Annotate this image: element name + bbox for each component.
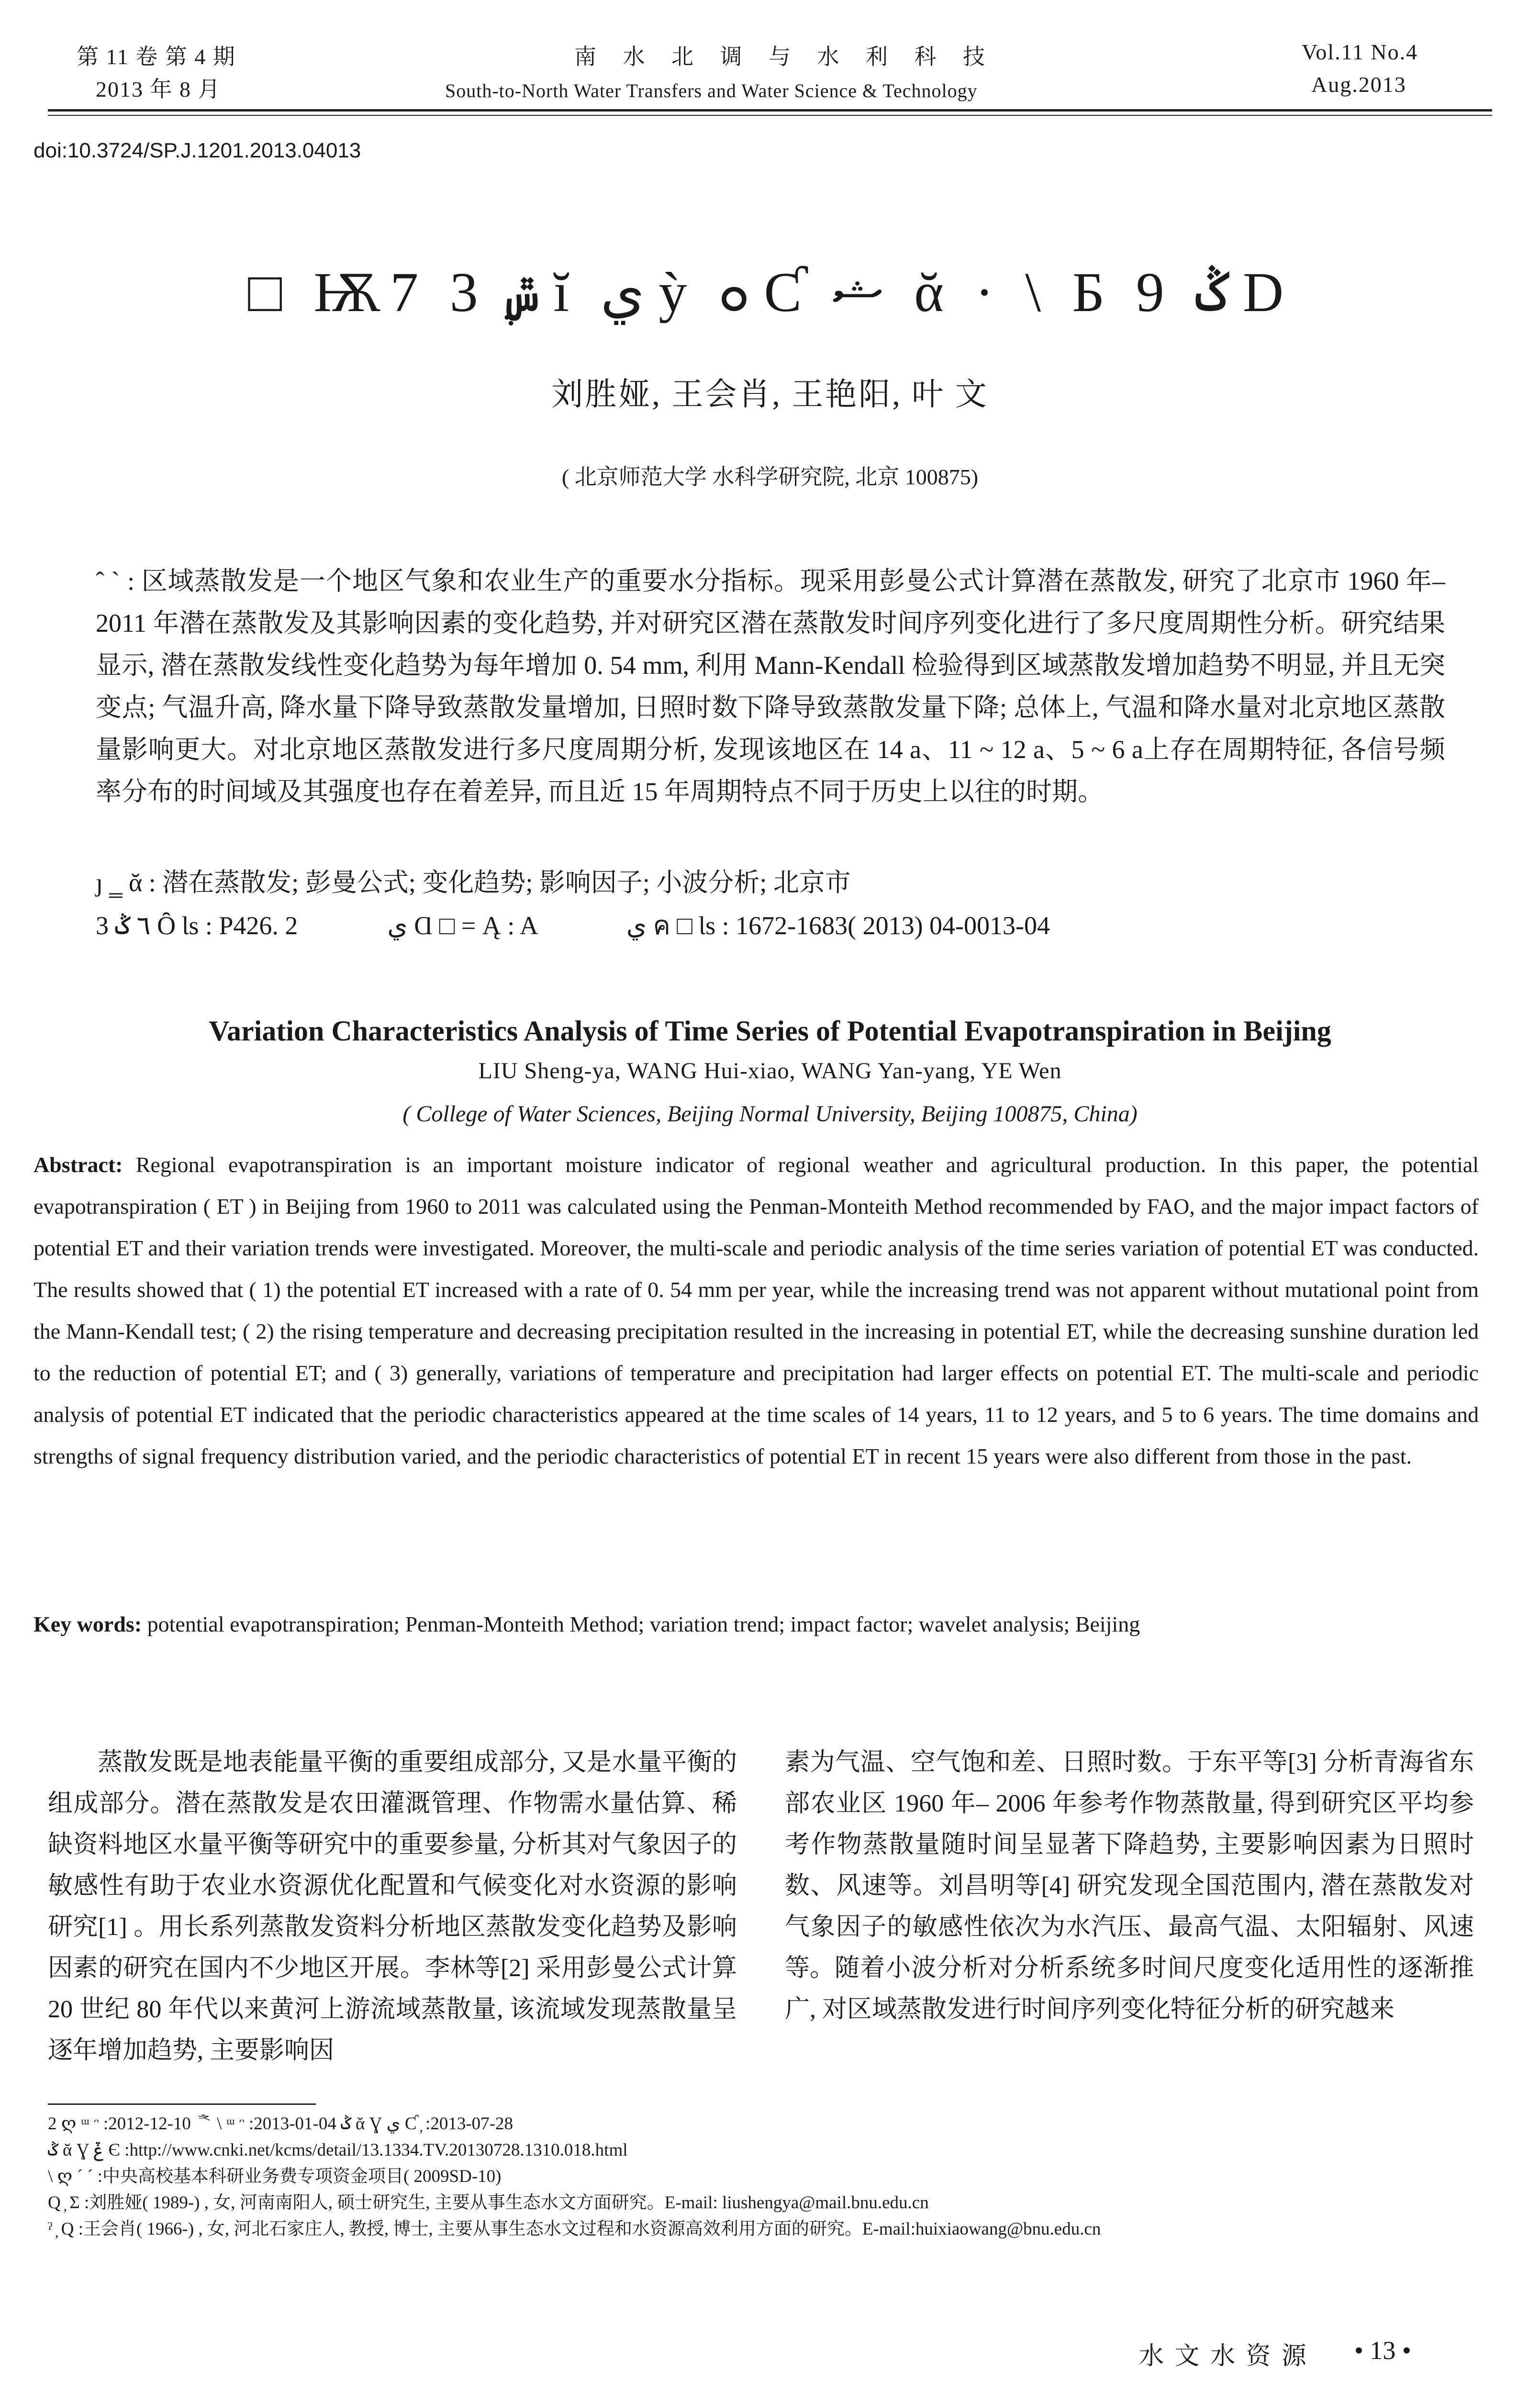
keywords-zh-text: 潜在蒸散发; 彭曼公式; 变化趋势; 影响因子; 小波分析; 北京市 <box>162 868 851 897</box>
header-volume-issue: 第 11 卷 第 4 期 <box>77 45 236 69</box>
keywords-zh <box>96 861 1445 904</box>
title-en: Variation Characteristics Analysis of Time Series of Potential Evapotranspiration in Beijing <box>209 1015 1331 1047</box>
header-volume-issue-en: Vol.11 No.4 <box>1302 40 1418 64</box>
header-journal-en: South-to-North Water Transfers and Water Science & Technology <box>445 80 978 101</box>
abstract-en-label: Abstract: <box>33 1152 123 1177</box>
clc-value: P426. 2 <box>219 911 298 940</box>
authors-en: LIU Sheng-ya, WANG Hui-xiao, WANG Yan-yang, YE Wen <box>478 1058 1062 1084</box>
title-zh: □ Ѭ7 ݜ ݆ 3 ĭ ي ỳ ܘ Ƈ ޝ ᾰ · \ Б 9 ݣ D <box>247 261 1293 324</box>
abstract-en-text: Regional evapotranspiration is an important moisture indicator of regional weather and agricultural production. In this paper, the potential evapotranspiration ( ET ) in Beijing from 1960 to 2011 was calculated using the Penman-Monteith Method recommended by FAO, and the major impact factors of potential ET and their variation trends were investigated. Moreover, the multi-scale and periodic analysis of the time series variation of potential ET was conducted. The results showed that ( 1) the potential ET increased with a rate of 0. 54 mm per year, while the increasing trend was not apparent without mutational point from the Mann-Kendall test; ( 2) the rising temperature and decreasing precipitation resulted in the increasing in potential ET, while the decreasing sunshine duration led to the reduction of potential ET; and ( 3) generally, variations of temperature and precipitation had larger effects on potential ET. The multi-scale and periodic analysis of potential ET indicated that the periodic characteristics appeared at the time scales of 14 years, 11 to 12 years, and 5 to 6 years. The time domains and strengths of signal frequency distribution varied, and the periodic characteristics of potential ET in recent 15 years were also different from those in the past. <box>33 1152 1479 1468</box>
header-rule-thin <box>48 115 1492 116</box>
footnote-funding: \ ღ ˊ ˊ :中央高校基本科研业务费专项资金项目( 2009SD-10) <box>48 2167 502 2186</box>
affiliation-en: ( College of Water Sciences, Beijing Normal University, Beijing 100875, China) <box>402 1101 1138 1127</box>
authors-zh: 刘胜娅, 王会肖, 王艳阳, 叶 文 <box>551 377 989 412</box>
article-id-value: 1672-1683( 2013) 04-0013-04 <box>736 911 1050 940</box>
classification-line <box>96 905 1445 947</box>
footer-page-number: • 13 • <box>1354 2336 1411 2365</box>
doi: doi:10.3724/SP.J.1201.2013.04013 <box>33 139 361 162</box>
body-col1-paragraph1: 蒸散发既是地表能量平衡的重要组成部分, 又是水量平衡的组成部分。潜在蒸散发是农田灌溉管理、作物需水量估算、稀缺资料地区水量平衡等研究中的重要参量, 分析其对气象因子的敏感性有助于农业水资源优化配置和气候变化对水资源的影响研究[1] 。用长系列蒸散发资料分析地区蒸散发变化趋势及影响因素的研究在国内不少地区开展。李林等[2] 采用彭曼公式计算 20 世纪 80 年代以来黄河上游流域蒸散量, 该流域发现蒸散量呈逐年增加趋势, 主要影响因 <box>48 1749 737 2064</box>
footnote-author1: Q ̦ Σ :刘胜娅( 1989-) , 女, 河南南阳人, 硕士研究生, 主要从事生态水文方面研究。E-mail: liushengya@mail.bnu.edu.cn <box>48 2193 929 2213</box>
header-date-zh: 2013 年 8 月 <box>96 77 221 101</box>
article-id-label: ي ค □ Ɩs : <box>626 911 729 940</box>
abstract-zh-label: ˆ ˋ : <box>96 567 135 595</box>
body-col2-paragraph2: 随着小波分析对分析系统多时间尺度变化适用性的逐渐推广, 对区域蒸散发进行时间序列变化特征分析的研究越来 <box>785 1955 1474 2023</box>
keywords-en <box>33 1603 1479 1645</box>
clc-label: 3 ٦ ݣ Ȏ Ɩs : <box>96 911 212 940</box>
affiliation-zh: ( 北京师范大学 水科学研究院, 北京 100875) <box>561 465 979 489</box>
abstract-zh-text: 区域蒸散发是一个地区气象和农业生产的重要水分指标。现采用彭曼公式计算潜在蒸散发, 研究了北京市 1960 年– 2011 年潜在蒸散发及其影响因素的变化趋势, 并对研究区潜在蒸散发时间序列变化进行了多尺度周期性分析。研究结果显示, 潜在蒸散发线性变化趋势为每年增加 0. 54 mm, 利用 Mann-Kendall 检验得到区域蒸散发增加趋势不明显, 并且无突变点; 气温升高, 降水量下降导致蒸散发量增加, 日照时数下降导致蒸散发量下降; 总体上, 气温和降水量对北京地区蒸散量影响更大。对北京地区蒸散发进行多尺度周期分析, 发现该地区在 14 a、11 ~ 12 a、5 ~ 6 a上存在周期特征, 各信号频率分布的时间域及其强度也存在着差异, 而且近 15 年周期特点不同于历史上以往的时期。 <box>96 567 1446 806</box>
doc-code-label: ي Ɑ □ = Ą : <box>387 911 515 940</box>
footer-section: 水 文 水 资 源 <box>1139 2342 1308 2370</box>
footnote-rule <box>48 2103 316 2105</box>
body-col2-paragraph1: 素为气温、空气饱和差、日照时数。于东平等[3] 分析青海省东部农业区 1960 年– 2006 年参考作物蒸散量, 得到研究区平均参考作物蒸散量随时间呈显著下降趋势, 主要影响因素为日照时数、风速等。刘昌明等[4] 研究发现全国范围内, 潜在蒸散发对气象因子的敏感性依次为水汽压、最高气温、太阳辐射、风速等。 <box>785 1749 1474 1982</box>
keywords-en-text: potential evapotranspiration; Penman-Monteith Method; variation trend; impact factor; wavelet analysis; Beijing <box>147 1612 1140 1636</box>
header-rule-thick <box>48 109 1492 112</box>
abstract-zh <box>96 560 1445 813</box>
header-journal-zh: 南 水 北 调 与 水 利 科 技 <box>574 45 995 69</box>
abstract-en <box>33 1144 1479 1477</box>
footnote-url: ݣ ᾰ Ɣ ݞ Є :http://www.cnki.net/kcms/detail/13.1334.TV.20130728.1310.018.html <box>48 2140 628 2160</box>
footnote-author2: ˀ ̦ Q :王会肖( 1966-) , 女, 河北石家庄人, 教授, 博士, 主要从事生态水文过程和水资源高效利用方面的研究。E-mail:huixiaowang@bnu.edu.cn <box>48 2219 1101 2239</box>
header-date-en: Aug.2013 <box>1311 72 1406 97</box>
keywords-zh-label: ȷ ‗ ᾰ : <box>96 868 156 897</box>
keywords-en-label: Key words: <box>33 1612 142 1636</box>
footnote-dates: 2 ღ ᵚ ᵔ :2012-12-10 ᅕ \ ᵚ ᵔ :2013-01-04 ݣ ᾰ Ɣ ي Ƈ ̦ :2013-07-28 <box>48 2114 513 2134</box>
doc-code-value: A <box>519 911 537 940</box>
